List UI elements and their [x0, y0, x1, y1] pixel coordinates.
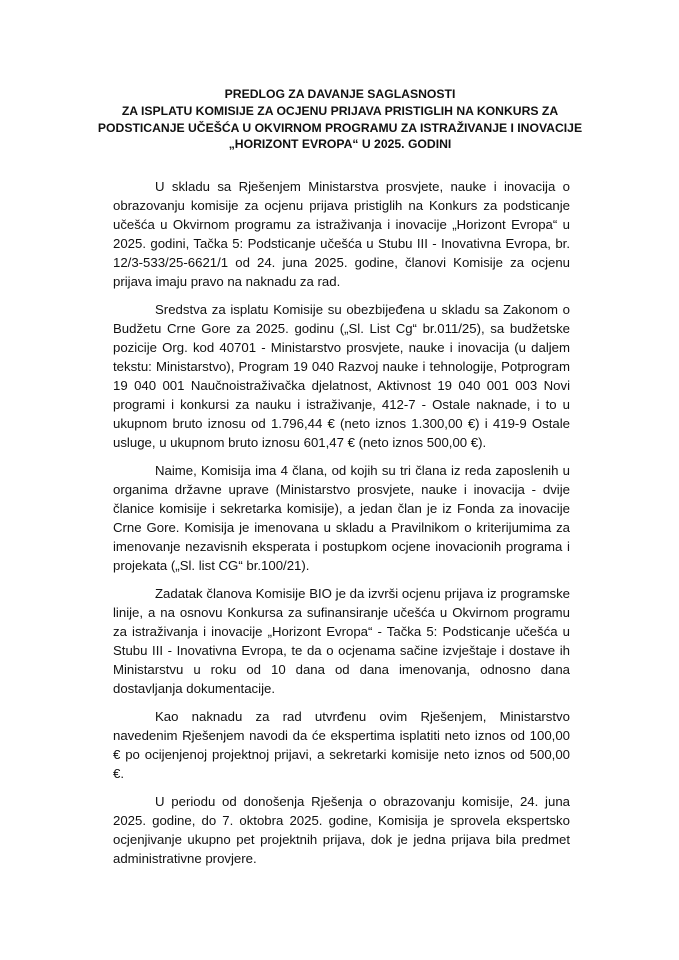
paragraph-members: Naime, Komisija ima 4 člana, od kojih su tri člana iz reda zaposlenih u organima državne uprave (Ministarstvo prosvjete, nauke i inovacija - dvije članice komisije i sekretarka komisije), a jedan član je iz Fonda za inovacije Crne Gore. Komisija je imenovana u skladu a Pravilnikom o kriterijumima za imenovanje nezavisnih eksperata i postupkom ocjene inovacionih programa i projekata („Sl. list CG“ br.100/21).: [113, 463, 570, 573]
title-line: ZA ISPLATU KOMISIJE ZA OCJENU PRIJAVA PRISTIGLIH NA KONKURS ZA: [121, 103, 559, 118]
paragraph-legal-basis: U skladu sa Rješenjem Ministarstva prosvjete, nauke i inovacija o obrazovanju komisije za ocjenu prijava pristiglih na Konkurs za podsticanje učešća u Okvirnom programu za istraživanja i inovacije „Horizont Evropa“ u 2025. godini, Tačka 5: Podsticanje učešća u Stubu III - Inovativna Evropa, br. 12/3-533/25-6621/1 od 24. juna 2025. godine, članovi Komisije za ocjenu prijava imaju pravo na naknadu za rad.: [113, 179, 570, 289]
title-line: PODSTICANJE UČEŠĆA U OKVIRNOM PROGRAMU ZA ISTRAŽIVANJE I INOVACIJE: [97, 120, 583, 135]
paragraph-task: Zadatak članova Komisije BIO je da izvrši ocjenu prijava iz programske linije, a na osnovu Konkursa za sufinansiranje učešća u Okvirnom programu za istraživanja i inovacije „Horizont Evropa“ - Tačka 5: Podsticanje učešća u Stubu III - Inovativna Evropa, te da o ocjenama sačine izvještaje i dostave ih Ministarstvu u roku od 10 dana od dana imenovanja, odnosno dana dostavljanja dokumentacije.: [113, 586, 570, 696]
title-line: „HORIZONT EVROPA“ U 2025. GODINI: [228, 137, 452, 152]
title-line: PREDLOG ZA DAVANJE SAGLASNOSTI: [224, 87, 456, 101]
paragraph-compensation: Kao naknadu za rad utvrđenu ovim Rješenjem, Ministarstvo navedenim Rješenjem navodi da će ekspertima isplatiti neto iznos od 100,00 € po ocijenjenoj projektnoj prijavi, a sekretarki komisije neto iznos od 500,00 €.: [113, 709, 570, 781]
document-body: [113, 177, 570, 877]
paragraph-funding: Sredstva za isplatu Komisije su obezbijeđena u skladu sa Zakonom o Budžetu Crne Gore za 2025. godinu („Sl. List Cg“ br.011/25), sa budžetske pozicije Org. kod 40701 - Ministarstvo prosvjete, nauke i inovacija (u daljem tekstu: Ministarstvo), Program 19 040 Razvoj nauke i tehnologije, Potprogram 19 040 001 Naučnoistraživačka djelatnost, Aktivnost 19 040 001 003 Novi programi i konkursi za nauku i istraživanje, 412-7 - Ostale naknade, i to u ukupnom bruto iznosu od 1.796,44 € (neto iznos 1.300,00 €) i 419-9 Ostale usluge, u ukupnom bruto iznosu 601,47 € (neto iznos 500,00 €).: [113, 302, 570, 450]
document-title: [90, 86, 590, 153]
paragraph-period: U periodu od donošenja Rješenja o obrazovanju komisije, 24. juna 2025. godine, do 7. oktobra 2025. godine, Komisija je sprovela ekspertsko ocjenjivanje ukupno pet projektnih prijava, dok je jedna prijava bila predmet administrativne provjere.: [113, 794, 570, 866]
